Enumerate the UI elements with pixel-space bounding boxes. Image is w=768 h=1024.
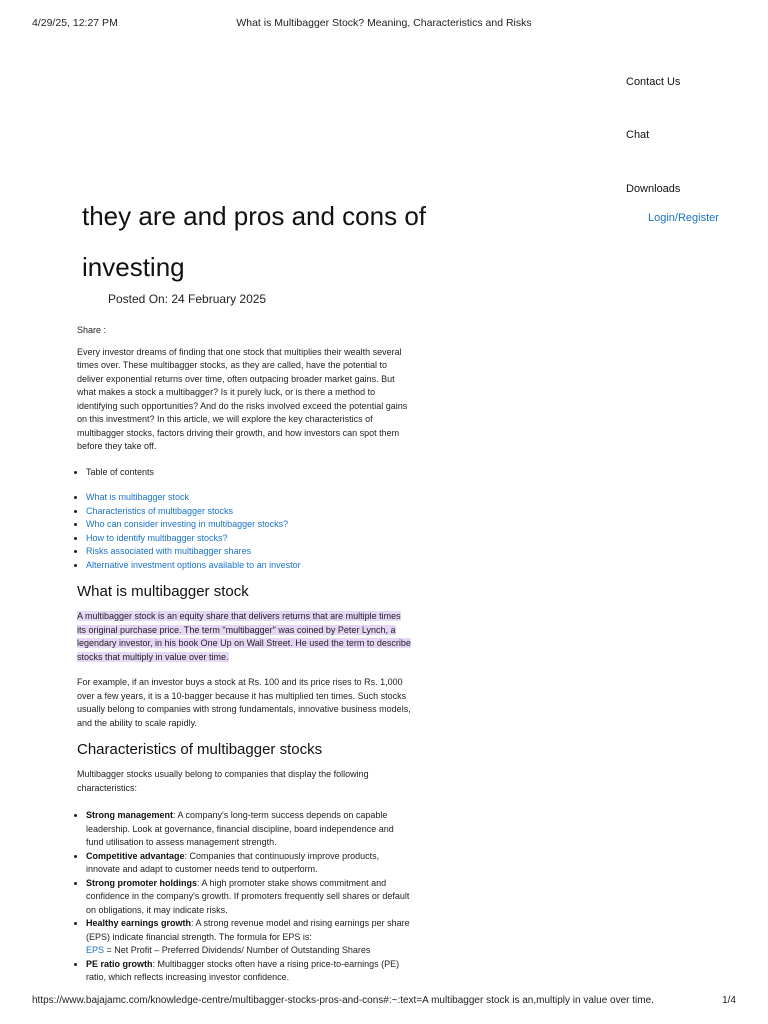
example-paragraph: For example, if an investor buys a stock at Rs. 100 and its price rises to Rs. 1,000 over a few years, it is a 10-bagger because it has multiplied ten times. Such stocks usually belong to companies with strong fundamentals, innovative business models, and the ability to scale rapidly. [77, 677, 411, 728]
toc-link-risks[interactable]: Risks associated with multibagger shares [86, 546, 252, 556]
downloads-link[interactable]: Downloads [626, 183, 681, 195]
print-datetime: 4/29/25, 12:27 PM [32, 17, 118, 29]
intro-paragraph: Every investor dreams of finding that one stock that multiplies their wealth several times over. These multibagger stocks, as they are called, have the potential to deliver exponential returns over time, often outpacing broader market gains. But what makes a stock a multibagger? Is it purely luck, or is there a method to identifying such opportunities? And do the risks involved exceed the potential gains on this investment? In this article, we will explore the key characteristics of multibagger stocks, factors driving their growth, and how investors can spot them before they take off. [77, 346, 408, 451]
article-title: investing [82, 252, 185, 282]
toc-label[interactable]: • Table of contents [86, 466, 412, 480]
section-heading-characteristics: Characteristics of multibagger stocks [77, 741, 323, 758]
article-title-clipped: they are and pros and cons of [82, 201, 427, 231]
print-page-number: 1/4 [722, 995, 736, 1006]
table-of-contents [77, 491, 412, 572]
login-register-link[interactable]: Login/Register [648, 212, 719, 224]
contact-us-link[interactable]: Contact Us [626, 76, 681, 88]
toc-item [86, 532, 412, 546]
toc-link-what-is[interactable]: What is multibagger stock [86, 492, 190, 502]
list-item: • PE ratio growth: Multibagger stocks often have a rising price-to-earnings (PE) ratio, which reflects increasing investor confidence. [86, 958, 412, 985]
list-item: • Competitive advantage: Companies that continuously improve products, innovate and adapt to customer needs tend to outperform. [86, 850, 412, 877]
text-highlight: A multibagger stock is an equity share that delivers returns that are multiple times its original purchase price. The term "multibagger" was coined by Peter Lynch, a legendary investor, in his book One Up on Wall Street. He used the term to describe stocks that multiply in value over time. [77, 611, 411, 662]
toc-link-how-to-identify[interactable]: How to identify multibagger stocks? [86, 532, 228, 543]
section-heading-what-is: What is multibagger stock [77, 583, 249, 600]
toc-toggle [77, 466, 412, 480]
list-item: • Strong promoter holdings: A high promoter stake shows commitment and confidence in the company's growth. If promoters frequently sell shares or default on obligations, it may indicate risks. [86, 877, 412, 918]
toc-item [86, 545, 412, 559]
article-body [77, 324, 412, 985]
chat-link[interactable]: Chat [626, 129, 650, 141]
list-item: • Strong management: A company's long-term success depends on capable leadership. Look at governance, financial discipline, board independence and fund utilisation to assess management strength. [86, 809, 412, 850]
toc-link-alternatives[interactable]: Alternative investment options available to an investor [86, 559, 301, 570]
share-label[interactable]: Share : [77, 325, 107, 335]
toc-link-who-can-invest[interactable]: Who can consider investing in multibagger stocks? [86, 519, 289, 529]
eps-link[interactable]: EPS [86, 945, 105, 955]
highlighted-paragraph [77, 610, 412, 664]
eps-formula: = Net Profit – Preferred Dividends/ Number of Outstanding Shares [104, 945, 371, 955]
posted-date: Posted On: 24 February 2025 [108, 292, 267, 306]
print-url: https://www.bajajamc.com/knowledge-centre/multibagger-stocks-pros-and-cons#:~:text=A multibagger stock is an,multiply in value over time. [32, 995, 654, 1006]
toc-item [86, 518, 412, 532]
toc-link-characteristics[interactable]: Characteristics of multibagger stocks [86, 505, 234, 516]
toc-item [86, 505, 412, 519]
toc-item [86, 559, 412, 573]
characteristics-list [77, 809, 412, 985]
print-page-title: What is Multibagger Stock? Meaning, Characteristics and Risks [236, 17, 532, 29]
list-item: • Healthy earnings growth: A strong revenue model and rising earnings per share (EPS) indicate financial strength. The formula for EPS is: EPS = Net Profit – Preferred Dividends/ Number of Outstanding Shares [86, 917, 412, 958]
toc-item [86, 491, 412, 505]
print-header [32, 17, 736, 31]
characteristics-intro: Multibagger stocks usually belong to companies that display the following characteristics: [77, 769, 369, 793]
